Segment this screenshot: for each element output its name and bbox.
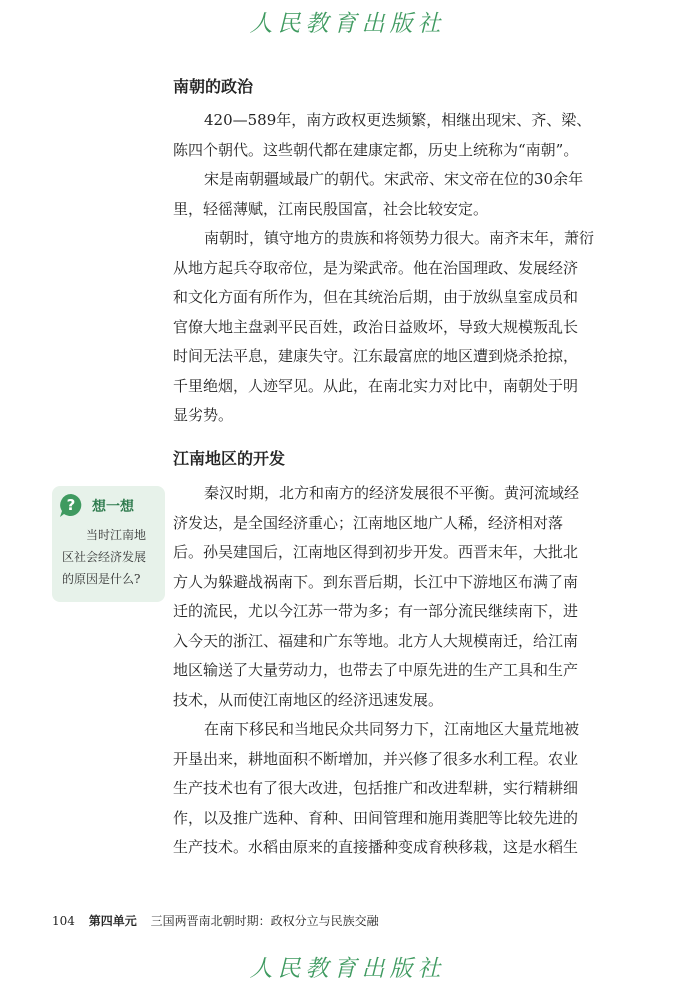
text-line: 技术，从而使江南地区的经济迅速发展。: [173, 690, 444, 709]
section-title-jiangnan-development: 江南地区的开发: [173, 449, 286, 468]
text-line: 420—589年，南方政权更迭频繁，相继出现宋、齐、梁、: [204, 111, 592, 129]
think-line: 当时江南地: [86, 528, 147, 542]
text-line: 南朝时，镇守地方的贵族和将领势力很大。南齐末年，萧衍: [204, 229, 595, 247]
text-line: 后。孙吴建国后，江南地区得到初步开发。西晋末年，大批北: [173, 543, 579, 561]
text-line: 显劣势。: [173, 406, 234, 424]
page-footer: [52, 912, 379, 929]
unit-subtitle: 三国两晋南北朝时期：政权分立与民族交融: [150, 914, 379, 928]
text-line: 生产技术也有了很大改进，包括推广和改进犁耕，实行精耕细: [173, 779, 579, 797]
think-line: 区社会经济发展: [62, 550, 147, 564]
unit-label: 第四单元: [88, 914, 137, 928]
text-line: 作，以及推广选种、育种、田间管理和施用粪肥等比较先进的: [173, 808, 579, 827]
svg-text:?: ?: [66, 496, 76, 514]
think-sidebar: [52, 486, 165, 602]
question-bubble-icon: [58, 492, 84, 518]
think-title: 想一想: [92, 499, 134, 515]
text-line: 宋是南朝疆域最广的朝代。宋武帝、宋文帝在位的30余年: [204, 170, 584, 188]
text-line: 入今天的浙江、福建和广东等地。北方人大规模南迁，给江南: [173, 631, 579, 650]
text-line: 开垦出来，耕地面积不断增加，并兴修了很多水利工程。农业: [173, 749, 579, 768]
text-line: 迁的流民，尤以今江苏一带为多；有一部分流民继续南下，进: [173, 602, 579, 620]
section-body-southern-politics: [173, 106, 613, 431]
text-line: 时间无法平息，建康失守。江东最富庶的地区遭到烧杀抢掠，: [173, 347, 579, 365]
text-line: 和文化方面有所作为，但在其统治后期，由于放纵皇室成员和: [173, 288, 579, 306]
text-line: 方人为躲避战祸南下。到东晋后期，长江中下游地区布满了南: [173, 572, 579, 591]
text-line: 里，轻徭薄赋，江南民殷国富，社会比较安定。: [173, 199, 489, 218]
text-line: 秦汉时期，北方和南方的经济发展很不平衡。黄河流域经: [204, 484, 580, 502]
text-line: 在南下移民和当地民众共同努力下，江南地区大量荒地被: [204, 720, 580, 738]
publisher-logo-top: 人民教育出版社: [249, 11, 446, 37]
text-line: 生产技术。水稻由原来的直接播种变成育秧移栽，这是水稻生: [173, 838, 579, 856]
text-line: 济发达，是全国经济重心；江南地区地广人稀，经济相对落: [173, 513, 564, 532]
section-body-jiangnan-development: [173, 479, 613, 863]
section-title-southern-politics: 南朝的政治: [173, 77, 254, 96]
text-line: 地区输送了大量劳动力，也带去了中原先进的生产工具和生产: [173, 661, 579, 679]
text-line: 陈四个朝代。这些朝代都在建康定都，历史上统称为“南朝”。: [173, 140, 579, 159]
text-line: 千里绝烟，人迹罕见。从此，在南北实力对比中，南朝处于明: [173, 376, 579, 395]
publisher-logo-bottom: 人民教育出版社: [249, 956, 446, 982]
text-line: 从地方起兵夺取帝位，是为梁武帝。他在治国理政、发展经济: [173, 258, 579, 277]
think-question: [62, 524, 162, 590]
page-number: 104: [52, 914, 75, 928]
text-line: 官僚大地主盘剥平民百姓，政治日益败坏，导致大规模叛乱长: [173, 317, 579, 336]
think-line: 的原因是什么?: [62, 572, 141, 586]
